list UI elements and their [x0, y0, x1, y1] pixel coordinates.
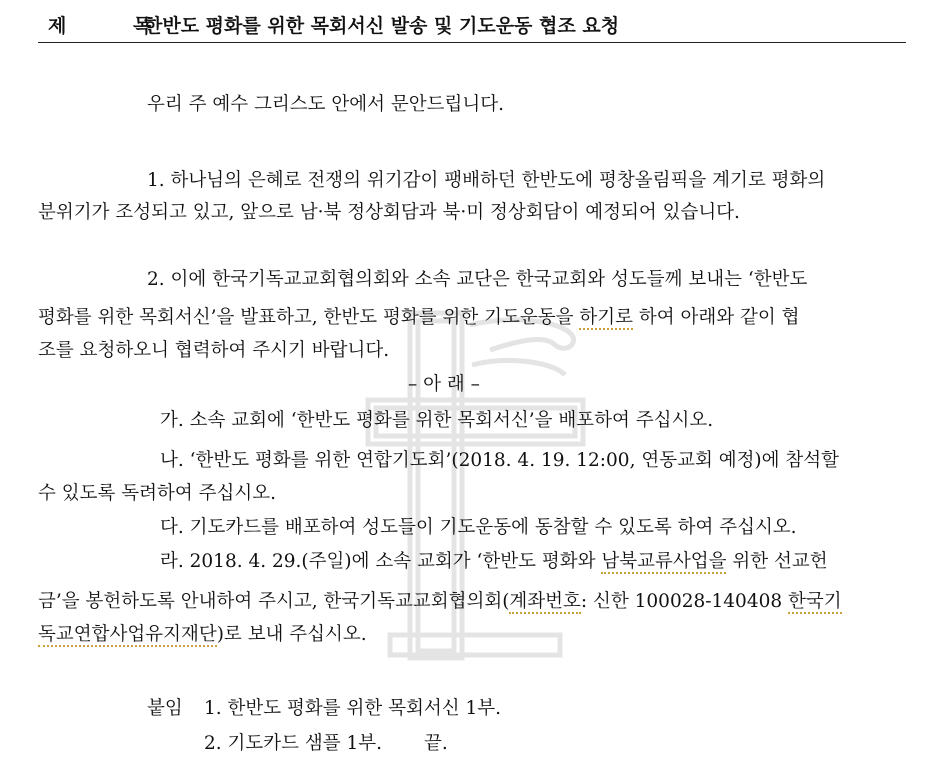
para2-line1: 2. 이에 한국기독교교회협의회와 소속 교단은 한국교회와 성도들께 보내는 ‘한반도: [147, 269, 808, 290]
attachment-label: 붙임: [147, 698, 183, 719]
item-na-line1: 나. ‘한반도 평화를 위한 연합기도회’(2018. 4. 19. 12:00, 연동교회 예정)에 참석할: [160, 450, 840, 471]
item-ra-line3: [38, 622, 367, 648]
subject-label: 제 목: [48, 15, 182, 37]
item-da: 다. 기도카드를 배포하여 성도들이 기도운동에 동참할 수 있도록 하여 주십시오.: [160, 517, 797, 538]
item-ra-line2-text-b: : 신한 100028-140408: [580, 591, 789, 612]
item-ra-line1-text-a: 라. 2018. 4. 29.(주일)에 소속 교회가 ‘한반도 평화와: [160, 551, 602, 572]
below-heading: – 아 래 –: [408, 374, 480, 395]
subject-header: [38, 6, 906, 43]
item-ra-line2: [38, 589, 842, 615]
para2-line2-underlined: 하기로: [579, 307, 633, 328]
para1-line2: 분위기가 조성되고 있고, 앞으로 남·북 정상회담과 북·미 정상회담이 예정되어 있습니다.: [38, 202, 740, 223]
item-ra-line1: [160, 549, 828, 575]
item-ra-line2-text-a: 금’을 봉헌하도록 안내하여 주시고, 한국기독교교회협의회(: [38, 591, 510, 612]
item-ra-line1-text-b: 위한 선교헌: [726, 551, 828, 572]
attachment-item-1: 1. 한반도 평화를 위한 목회서신 1부.: [204, 698, 502, 719]
item-ra-line3-underlined: 독교연합사업유지재단: [38, 624, 217, 645]
para2-line2: [38, 305, 799, 331]
attachment-end: 끝.: [424, 733, 448, 754]
item-ra-line2-underlined-account: 계좌번호: [509, 591, 581, 612]
para2-line2-text-b: 하여 아래와 같이 협: [632, 307, 800, 328]
item-ra-line1-underlined: 남북교류사업을: [601, 551, 727, 572]
item-ga: 가. 소속 교회에 ‘한반도 평화를 위한 목회서신’을 배포하여 주십시오.: [160, 410, 714, 431]
attachment-item-2: 2. 기도카드 샘플 1부.: [204, 733, 383, 754]
item-ra-line3-text-b: )로 보내 주십시오.: [216, 624, 367, 645]
document-title: 한반도 평화를 위한 목회서신 발송 및 기도운동 협조 요청: [144, 15, 620, 37]
para2-line2-text-a: 평화를 위한 목회서신’을 발표하고, 한반도 평화를 위한 기도운동을: [38, 307, 580, 328]
para1-line1: 1. 하나님의 은혜로 전쟁의 위기감이 팽배하던 한반도에 평창올림픽을 계기로 평화의: [147, 170, 826, 191]
item-na-line2: 수 있도록 독려하여 주십시오.: [38, 483, 276, 504]
para2-line3: 조를 요청하오니 협력하여 주시기 바랍니다.: [38, 340, 390, 361]
greeting-text: 우리 주 예수 그리스도 안에서 문안드립니다.: [147, 94, 504, 115]
item-ra-line2-underlined-org: 한국기: [788, 591, 842, 612]
